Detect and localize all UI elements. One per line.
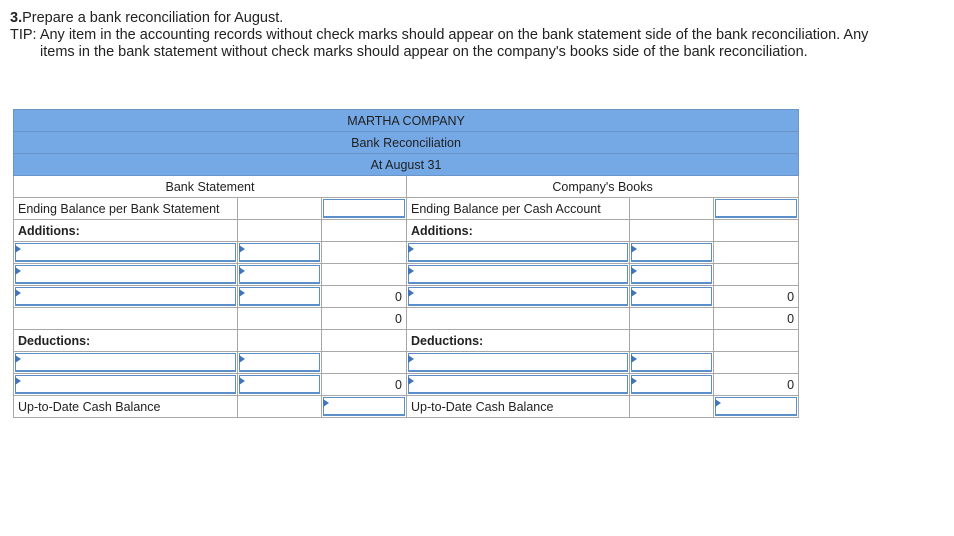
dropdown-arrow-icon bbox=[408, 355, 414, 363]
book-deductions-label: Deductions: bbox=[407, 330, 630, 352]
bank-addition-item-3-select[interactable] bbox=[14, 286, 238, 308]
report-date: At August 31 bbox=[14, 154, 799, 176]
bank-deduction-item-1-select[interactable] bbox=[14, 352, 238, 374]
dropdown-arrow-icon bbox=[239, 267, 245, 275]
bank-statement-heading: Bank Statement bbox=[14, 176, 407, 198]
dropdown-arrow-icon bbox=[239, 245, 245, 253]
bank-deductions-label: Deductions: bbox=[14, 330, 238, 352]
bank-deduction-item-2-select[interactable] bbox=[14, 374, 238, 396]
book-deduction-amount-2-input[interactable] bbox=[630, 374, 714, 396]
dropdown-arrow-icon bbox=[323, 399, 329, 407]
bank-addition-amount-3-input[interactable] bbox=[238, 286, 322, 308]
book-deduction-amount-1-input[interactable] bbox=[630, 352, 714, 374]
book-deduction-item-1-select[interactable] bbox=[407, 352, 630, 374]
dropdown-arrow-icon bbox=[408, 377, 414, 385]
bank-uptodate-balance-input[interactable] bbox=[322, 396, 407, 418]
empty-cell bbox=[714, 220, 799, 242]
bank-ending-balance-label: Ending Balance per Bank Statement bbox=[14, 198, 238, 220]
company-books-heading: Company's Books bbox=[407, 176, 799, 198]
book-uptodate-label: Up-to-Date Cash Balance bbox=[407, 396, 630, 418]
dropdown-arrow-icon bbox=[631, 355, 637, 363]
book-subtotal: 0 bbox=[714, 308, 799, 330]
empty-cell bbox=[322, 352, 407, 374]
bank-deduction-amount-1-input[interactable] bbox=[238, 352, 322, 374]
company-name: MARTHA COMPANY bbox=[14, 110, 799, 132]
empty-cell bbox=[630, 198, 714, 220]
empty-cell bbox=[714, 242, 799, 264]
book-addition-amount-2-input[interactable] bbox=[630, 264, 714, 286]
dropdown-arrow-icon bbox=[239, 377, 245, 385]
empty-cell bbox=[630, 220, 714, 242]
dropdown-arrow-icon bbox=[239, 355, 245, 363]
report-title: Bank Reconciliation bbox=[14, 132, 799, 154]
dropdown-arrow-icon bbox=[15, 355, 21, 363]
book-deductions-total: 0 bbox=[714, 374, 799, 396]
bank-deduction-amount-2-input[interactable] bbox=[238, 374, 322, 396]
empty-cell bbox=[322, 242, 407, 264]
book-addition-item-1-select[interactable] bbox=[407, 242, 630, 264]
dropdown-arrow-icon bbox=[15, 377, 21, 385]
empty-cell bbox=[238, 330, 322, 352]
book-deduction-item-2-select[interactable] bbox=[407, 374, 630, 396]
book-ending-balance-input[interactable] bbox=[714, 198, 799, 220]
empty-cell bbox=[238, 220, 322, 242]
dropdown-arrow-icon bbox=[631, 289, 637, 297]
empty-cell bbox=[407, 308, 630, 330]
empty-cell bbox=[322, 220, 407, 242]
bank-addition-amount-1-input[interactable] bbox=[238, 242, 322, 264]
bank-addition-item-1-select[interactable] bbox=[14, 242, 238, 264]
empty-cell bbox=[14, 308, 238, 330]
bank-addition-item-2-select[interactable] bbox=[14, 264, 238, 286]
dropdown-arrow-icon bbox=[15, 245, 21, 253]
bank-ending-balance-input[interactable] bbox=[322, 198, 407, 220]
empty-cell bbox=[238, 308, 322, 330]
dropdown-arrow-icon bbox=[408, 267, 414, 275]
dropdown-arrow-icon bbox=[408, 245, 414, 253]
book-addition-amount-3-input[interactable] bbox=[630, 286, 714, 308]
bank-additions-total: 0 bbox=[322, 286, 407, 308]
empty-cell bbox=[238, 396, 322, 418]
empty-cell bbox=[630, 330, 714, 352]
book-addition-amount-1-input[interactable] bbox=[630, 242, 714, 264]
bank-reconciliation-table bbox=[13, 109, 799, 418]
book-uptodate-balance-input[interactable] bbox=[714, 396, 799, 418]
book-additions-total: 0 bbox=[714, 286, 799, 308]
empty-cell bbox=[238, 198, 322, 220]
book-addition-item-2-select[interactable] bbox=[407, 264, 630, 286]
dropdown-arrow-icon bbox=[408, 289, 414, 297]
bank-deductions-total: 0 bbox=[322, 374, 407, 396]
empty-cell bbox=[322, 330, 407, 352]
dropdown-arrow-icon bbox=[631, 377, 637, 385]
dropdown-arrow-icon bbox=[239, 289, 245, 297]
empty-cell bbox=[714, 352, 799, 374]
bank-subtotal: 0 bbox=[322, 308, 407, 330]
bank-additions-label: Additions: bbox=[14, 220, 238, 242]
question-heading: 3.Prepare a bank reconciliation for August. bbox=[10, 10, 284, 26]
dropdown-arrow-icon bbox=[631, 245, 637, 253]
instructions bbox=[10, 10, 950, 61]
dropdown-arrow-icon bbox=[15, 267, 21, 275]
bank-addition-amount-2-input[interactable] bbox=[238, 264, 322, 286]
empty-cell bbox=[714, 330, 799, 352]
tip-line-2: items in the bank statement without check marks should appear on the company's books side of the bank reconciliation. bbox=[40, 44, 808, 60]
dropdown-arrow-icon bbox=[715, 399, 721, 407]
empty-cell bbox=[630, 308, 714, 330]
empty-cell bbox=[714, 264, 799, 286]
tip-line-1: TIP: Any item in the accounting records without check marks should appear on the bank statement side of the bank reconciliation. Any bbox=[10, 27, 869, 43]
book-addition-item-3-select[interactable] bbox=[407, 286, 630, 308]
empty-cell bbox=[630, 396, 714, 418]
bank-uptodate-label: Up-to-Date Cash Balance bbox=[14, 396, 238, 418]
book-additions-label: Additions: bbox=[407, 220, 630, 242]
book-ending-balance-label: Ending Balance per Cash Account bbox=[407, 198, 630, 220]
dropdown-arrow-icon bbox=[631, 267, 637, 275]
dropdown-arrow-icon bbox=[15, 289, 21, 297]
empty-cell bbox=[322, 264, 407, 286]
